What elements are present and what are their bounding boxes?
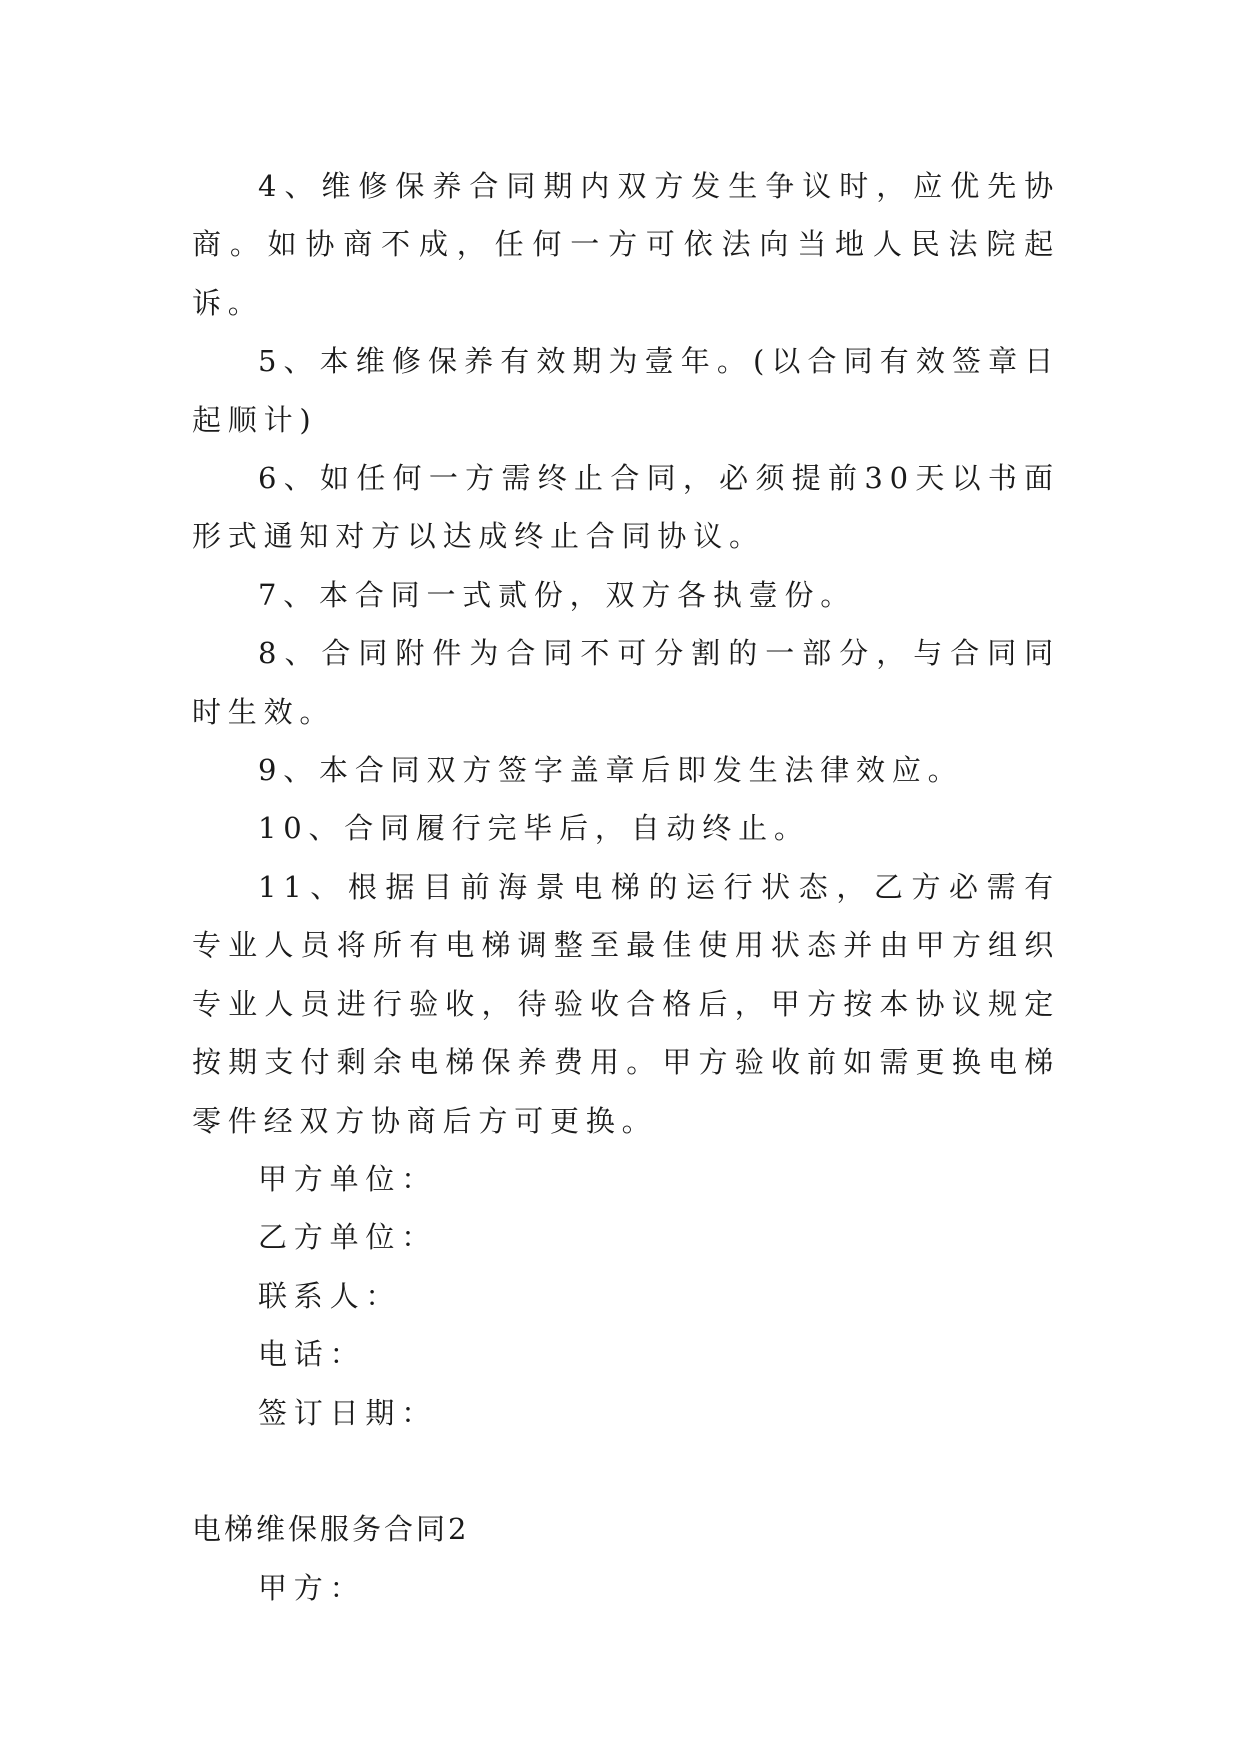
party-b-unit-label: 乙方单位：: [258, 1220, 438, 1255]
clause-9: 9、本合同双方签字盖章后即发生法律效应。: [258, 753, 964, 788]
sign-date-label: 签订日期：: [258, 1395, 438, 1430]
contact-label: 联系人：: [258, 1278, 402, 1313]
clause-10: 10、合同履行完毕后，自动终止。: [258, 811, 810, 846]
clause-8: 8、合同附件为合同不可分割的一部分，与合同同时生效。: [192, 636, 1060, 729]
next-contract-title: 电梯维保服务合同2: [192, 1512, 470, 1547]
next-contract-party-a-label: 甲方：: [258, 1570, 366, 1605]
clause-11: 11、根据目前海景电梯的运行状态，乙方必需有专业人员将所有电梯调整至最佳使用状态并由甲方组织专业人员进行验收，待验收合格后，甲方按本协议规定按期支付剩余电梯保养费用。甲方验收前如需更换电梯零件经双方协商后方可更换。: [192, 869, 1060, 1138]
clause-4: 4、维修保养合同期内双方发生争议时，应优先协商。如协商不成，任何一方可依法向当地人民法院起诉。: [192, 169, 1060, 320]
phone-label: 电话：: [258, 1337, 366, 1372]
clause-5: 5、本维修保养有效期为壹年。(以合同有效签章日起顺计): [192, 344, 1060, 437]
clause-6: 6、如任何一方需终止合同，必须提前30天以书面形式通知对方以达成终止合同协议。: [192, 461, 1060, 554]
contract-body: [192, 157, 1060, 1617]
party-a-unit-label: 甲方单位：: [258, 1161, 438, 1196]
clause-7: 7、本合同一式贰份，双方各执壹份。: [258, 577, 857, 612]
